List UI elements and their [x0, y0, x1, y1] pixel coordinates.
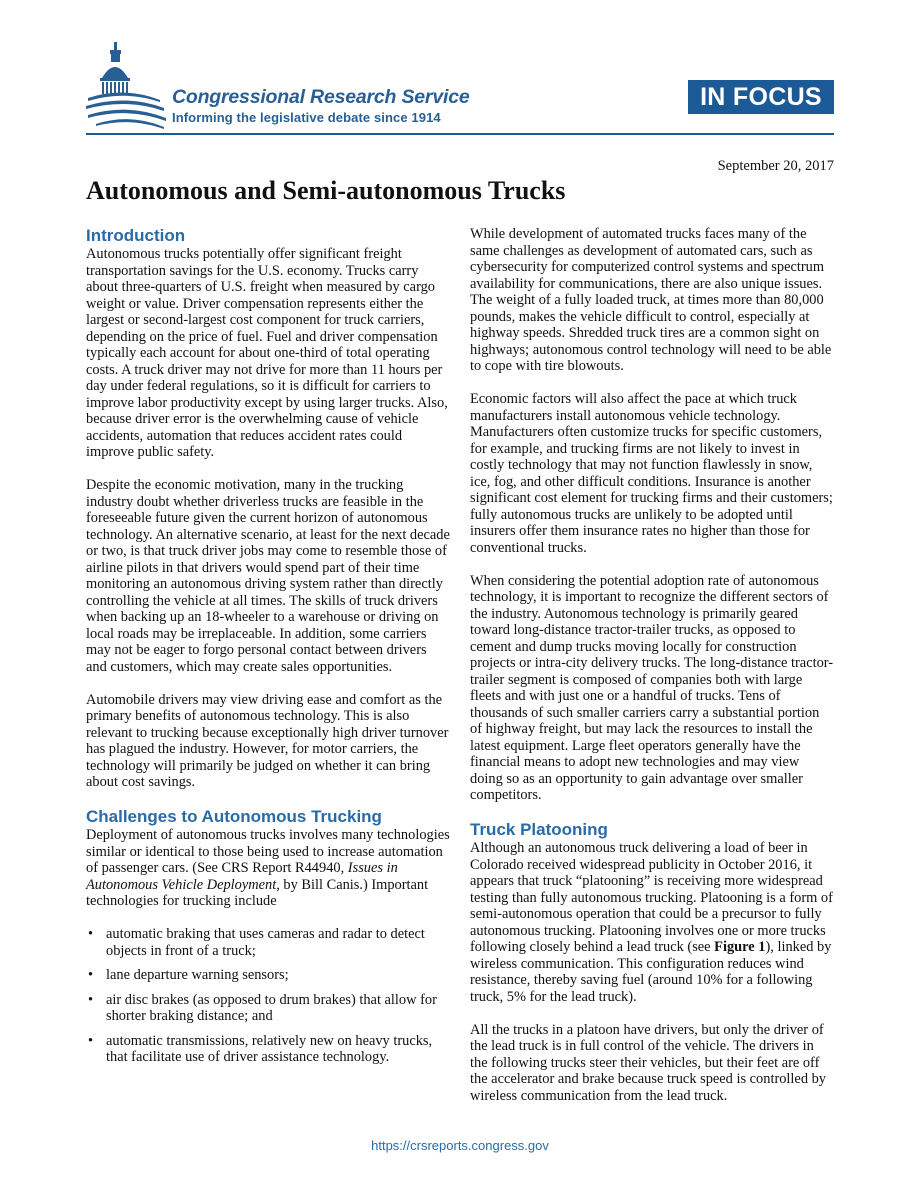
document-title: Autonomous and Semi-autonomous Trucks [86, 176, 566, 205]
section-heading-challenges: Challenges to Autonomous Trucking [86, 807, 382, 826]
paragraph: While development of automated trucks faces many of the same challenges as development of automated cars, such as cybersecurity for computerized control systems and spectrum availability for communications, there are also unique issues. The weight of a fully loaded truck, at times more than 80,000 pounds, makes the vehicle difficult to control, especially at highway speeds. Shredded truck tires are a common sight on highways; autonomous control technology will need to be able to cope with tire blowouts. [470, 226, 832, 374]
text-run: Deployment of autonomous trucks involves many technologies similar or identical to those being used to increase automation of passenger cars. (See CRS Report R44940, [86, 827, 450, 876]
list-item-text: automatic transmissions, relatively new on heavy trucks, that facilitate use of driver assistance technology. [106, 1032, 433, 1065]
figure-reference: Figure 1 [714, 939, 766, 955]
in-focus-badge: IN FOCUS [688, 80, 834, 114]
section-heading-introduction: Introduction [86, 226, 186, 245]
header-divider [86, 133, 834, 135]
org-tagline: Informing the legislative debate since 1914 [172, 110, 441, 125]
list-item-text: air disc brakes (as opposed to drum brakes) that allow for shorter braking distance; and [106, 991, 437, 1024]
right-column [470, 226, 834, 1121]
paragraph: Despite the economic motivation, many in the trucking industry doubt whether driverless trucks are feasible in the foreseeable future given the current horizon of autonomous technology. An alternative scenario, at least for the next decade or two, is that truck driver jobs may come to resemble those of airline pilots in that drivers would spend part of their time monitoring an autonomous driving system rather than directly controlling the vehicle at all times. The skills of truck drivers when backing up an 18-wheeler to a warehouse or driving on local roads may be irreplaceable. In addition, some carriers may not be eager to forgo personal contact between drivers and customers, which may create sales opportunities. [86, 477, 450, 675]
paragraph: Automobile drivers may view driving ease and comfort as the primary benefits of autonomous technology. This is also relevant to trucking because exceptionally high driver turnover has plagued the industry. However, for motor carriers, the technology will primarily be judged on whether it can bring about cost savings. [86, 691, 449, 790]
text-run: ), linked by wireless communication. This configuration reduces wind resistance, thereby saving fuel (around 10% for a following truck, 5% for the lead truck). [470, 939, 832, 1005]
footer-url-link[interactable]: https://crsreports.congress.gov [371, 1138, 549, 1153]
capitol-dome-icon [84, 40, 168, 132]
paragraph [86, 827, 450, 910]
left-column [86, 226, 450, 1074]
text-run: , by Bill Canis.) Important technologies for trucking include [86, 876, 429, 909]
list-item [86, 1033, 450, 1066]
section-heading-platooning: Truck Platooning [470, 820, 608, 839]
list-item-text: automatic braking that uses cameras and radar to detect objects in front of a truck; [106, 926, 425, 959]
list-item-text: lane departure warning sensors; [106, 967, 289, 983]
list-item [86, 967, 450, 984]
org-name: Congressional Research Service [172, 86, 470, 108]
bullet-icon: • [88, 991, 94, 1008]
report-title-link-text: Issues in Autonomous Vehicle Deployment [86, 860, 398, 893]
publication-date: September 20, 2017 [717, 158, 834, 174]
list-item [86, 926, 450, 959]
technology-list [86, 926, 450, 1066]
paragraph [470, 840, 834, 1005]
bullet-icon: • [88, 926, 94, 942]
paragraph: Autonomous trucks potentially offer significant freight transportation savings for the U.S. economy. Trucks carry about three-quarters of U.S. freight when measured by cargo weight or value. Driver compensation represents either the largest or second-largest cost component for truck carriers, depending on the price of fuel. Fuel and driver compensation typically each account for about one-third of total operating costs. A truck driver may not drive for more than 11 hours per day under federal regulations, so it is difficult for carriers to improve labor productivity except by using larger trucks. Also, because driver error is the overwhelming cause of vehicle accidents, automation that reduces accident rates could improve public safety. [86, 246, 448, 460]
bullet-icon: • [88, 1032, 94, 1049]
list-item [86, 992, 450, 1025]
paragraph: Economic factors will also affect the pace at which truck manufacturers install autonomous vehicle technology. Manufacturers often customize trucks for specific customers, for example, and trucking firms are not likely to invest in costly technology that may not function flawlessly in snow, ice, fog, and other difficult conditions. Insurance is another significant cost element for trucking firms and their customers; fully autonomous trucks are unlikely to be adopted until insurers offer them insurance rates no higher than those for conventional trucks. [470, 391, 833, 556]
bullet-icon: • [88, 967, 94, 983]
page-header [0, 0, 920, 140]
paragraph: When considering the potential adoption rate of autonomous technology, it is important to recognize the different sectors of the industry. Autonomous technology is primarily geared toward long-distance tractor-trailer trucks, as opposed to cement and dump trucks moving locally for construction projects or intra-city delivery trucks. The long-distance tractor-trailer segment is composed of companies both with large fleets and with just one or a handful of trucks. Tens of thousands of such smaller carriers carry a substantial portion of highway freight, but may lack the resources to install the latest equipment. Large fleet operators generally have the financial means to adopt new technologies and may view doing so as an opportunity to gain advantage over smaller competitors. [470, 572, 834, 803]
text-run: Although an autonomous truck delivering a load of beer in Colorado received widespread publicity in October 2016, it appears that truck “platooning” is receiving more widespread testing than fully autonomous trucking. Platooning is a form of semi-autonomous operation that could be a precursor to fully autonomous trucking. Platooning involves one or more trucks following closely behind a lead truck (see [470, 840, 833, 955]
paragraph: All the trucks in a platoon have drivers, but only the driver of the lead truck is in full control of the vehicle. The drivers in the following trucks steer their vehicles, but their feet are off the accelerator and brake because truck speed is controlled by wireless communication from the lead truck. [470, 1021, 826, 1104]
